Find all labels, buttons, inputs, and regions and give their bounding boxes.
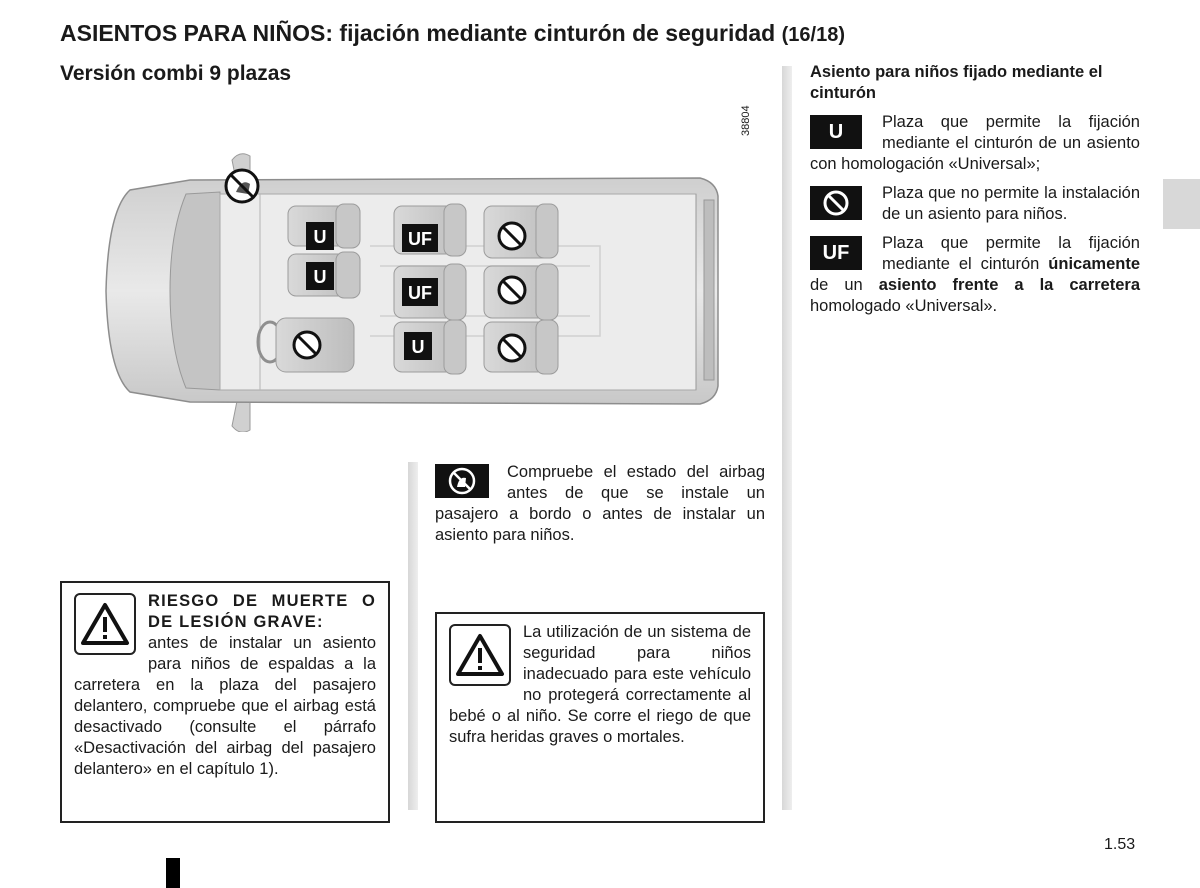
warning-box-death-risk [60, 581, 390, 823]
legend-item-uf [810, 233, 1140, 317]
warning-triangle-icon [74, 593, 136, 655]
svg-text:UF: UF [408, 283, 432, 303]
right-column [810, 62, 1140, 317]
uf-badge: UF [810, 236, 862, 270]
column-divider-middle [408, 462, 418, 810]
warning-text-left: antes de instalar un asiento para niños de espaldas a la carretera en la plaza del pasajero delantero, compruebe que el airbag está desactivado (consulte el párrafo «Desactivación del airbag del pasajero delantero» en el capítulo 1). [74, 634, 376, 778]
legend-text-uf: Plaza que permite la fijación mediante el cinturón únicamente de un asiento frente a la carretera homologado «Universal». [810, 234, 1141, 315]
page-indicator: (16/18) [781, 24, 845, 46]
column-divider-right [782, 66, 792, 810]
title-text: ASIENTOS PARA NIÑOS: fijación mediante cinturón de seguridad [60, 20, 776, 46]
section-subtitle: Versión combi 9 plazas [60, 62, 292, 85]
page-title [60, 20, 845, 47]
svg-text:U: U [313, 267, 327, 287]
figure-number: 38804 [740, 105, 752, 136]
legend-text-prohibited: Plaza que no permite la instalación de un asiento para niños. [882, 184, 1140, 223]
legend-text-u: Plaza que permite la fijación mediante el cinturón de un asiento con homologación «Universal»; [810, 113, 1140, 173]
page-number: 1.53 [1104, 836, 1136, 853]
warning-text-right: La utilización de un sistema de seguridad para niños inadecuado para este vehículo no protegerá correctamente al bebé o al niño. Se corre el riego de que sufra heridas graves o mortales. [449, 623, 751, 746]
right-column-heading: Asiento para niños fijado mediante el cinturón [810, 63, 1103, 102]
warning-heading: RIESGO DE MUERTE O DE LESIÓN GRAVE: [148, 592, 376, 631]
svg-text:U: U [313, 227, 327, 247]
chapter-side-tab [1163, 179, 1200, 229]
svg-text:UF: UF [408, 229, 432, 249]
crop-mark [166, 858, 180, 888]
legend-item-u [810, 112, 1140, 175]
van-seating-diagram [100, 150, 722, 432]
u-badge: U [810, 115, 862, 149]
airbag-note-text: Compruebe el estado del airbag antes de que se instale un pasajero a bordo o antes de instalar un asiento para niños. [435, 463, 765, 544]
warning-triangle-icon [449, 624, 511, 686]
prohibited-icon [810, 186, 862, 220]
warning-box-inadequate-system [435, 612, 765, 823]
svg-text:U: U [411, 337, 425, 357]
airbag-prohibited-marker [226, 170, 258, 202]
airbag-check-icon [435, 464, 489, 498]
airbag-check-note [435, 462, 765, 546]
legend-item-prohibited [810, 183, 1140, 225]
